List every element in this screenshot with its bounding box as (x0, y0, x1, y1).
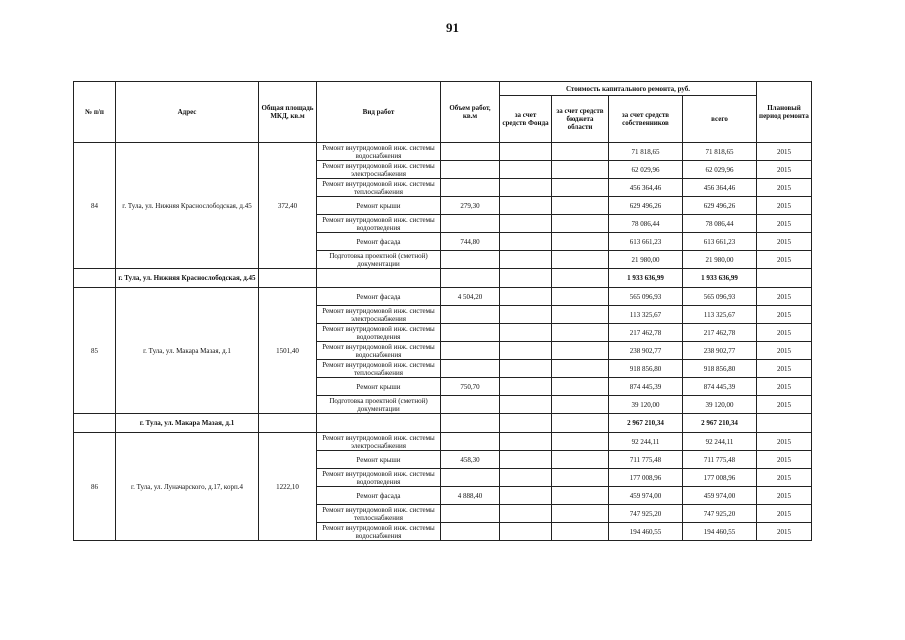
row-budget (552, 378, 609, 396)
row-total: 194 460,55 (683, 523, 757, 541)
row-owners: 459 974,00 (609, 487, 683, 505)
subtotal-address: г. Тула, ул. Макара Мазая, д.1 (116, 414, 259, 433)
row-total: 238 902,77 (683, 342, 757, 360)
row-fund (500, 505, 552, 523)
subtotal-address: г. Тула, ул. Нижняя Краснослободская, д.45 (116, 269, 259, 288)
subtotal-owners: 2 967 210,34 (609, 414, 683, 433)
row-volume: 279,30 (441, 197, 500, 215)
row-area: 372,40 (259, 143, 317, 269)
row-period: 2015 (757, 288, 812, 306)
row-total: 217 462,78 (683, 324, 757, 342)
row-volume (441, 324, 500, 342)
subtotal-owners: 1 933 636,99 (609, 269, 683, 288)
row-total: 62 029,96 (683, 161, 757, 179)
row-work-type: Ремонт внутридомовой инж. системы водоснабжения (317, 143, 441, 161)
subtotal-area (259, 414, 317, 433)
row-total: 177 008,96 (683, 469, 757, 487)
row-budget (552, 523, 609, 541)
row-owners: 39 120,00 (609, 396, 683, 414)
row-work-type: Ремонт крыши (317, 378, 441, 396)
row-work-type: Ремонт внутридомовой инж. системы теплоснабжения (317, 505, 441, 523)
table-row (74, 143, 812, 161)
row-budget (552, 306, 609, 324)
row-fund (500, 523, 552, 541)
row-total: 456 364,46 (683, 179, 757, 197)
row-total: 918 856,80 (683, 360, 757, 378)
capital-repair-table (73, 81, 812, 541)
subtotal-row (74, 269, 812, 288)
row-owners: 456 364,46 (609, 179, 683, 197)
row-total: 747 925,20 (683, 505, 757, 523)
row-work-type: Ремонт внутридомовой инж. системы водоотведения (317, 469, 441, 487)
row-owners: 21 980,00 (609, 251, 683, 269)
row-owners: 71 818,65 (609, 143, 683, 161)
row-owners: 217 462,78 (609, 324, 683, 342)
row-work-type: Ремонт внутридомовой инж. системы водоснабжения (317, 342, 441, 360)
row-owners: 711 775,48 (609, 451, 683, 469)
row-volume (441, 505, 500, 523)
row-work-type: Ремонт внутридомовой инж. системы водоснабжения (317, 523, 441, 541)
row-work-type: Ремонт фасада (317, 233, 441, 251)
row-fund (500, 396, 552, 414)
row-owners: 78 086,44 (609, 215, 683, 233)
row-period: 2015 (757, 233, 812, 251)
row-budget (552, 360, 609, 378)
row-total: 78 086,44 (683, 215, 757, 233)
row-fund (500, 324, 552, 342)
row-period: 2015 (757, 215, 812, 233)
row-area: 1501,40 (259, 288, 317, 414)
row-total: 874 445,39 (683, 378, 757, 396)
subtotal-num (74, 269, 116, 288)
row-owners: 113 325,67 (609, 306, 683, 324)
row-budget (552, 179, 609, 197)
row-period: 2015 (757, 143, 812, 161)
row-total: 92 244,11 (683, 433, 757, 451)
subtotal-work-type (317, 269, 441, 288)
row-fund (500, 179, 552, 197)
row-work-type: Ремонт внутридомовой инж. системы водоотведения (317, 215, 441, 233)
row-volume: 750,70 (441, 378, 500, 396)
row-owners: 238 902,77 (609, 342, 683, 360)
row-volume (441, 306, 500, 324)
row-period: 2015 (757, 451, 812, 469)
row-work-type: Ремонт крыши (317, 197, 441, 215)
row-period: 2015 (757, 523, 812, 541)
row-work-type: Подготовка проектной (сметной) документации (317, 396, 441, 414)
page-number: 91 (446, 20, 459, 35)
subtotal-budget (552, 269, 609, 288)
row-work-type: Ремонт внутридомовой инж. системы электроснабжения (317, 306, 441, 324)
row-budget (552, 396, 609, 414)
row-budget (552, 251, 609, 269)
row-total: 711 775,48 (683, 451, 757, 469)
row-budget (552, 161, 609, 179)
row-owners: 565 096,93 (609, 288, 683, 306)
row-total: 113 325,67 (683, 306, 757, 324)
row-work-type: Ремонт внутридомовой инж. системы электроснабжения (317, 161, 441, 179)
row-budget (552, 433, 609, 451)
row-period: 2015 (757, 433, 812, 451)
row-owners: 62 029,96 (609, 161, 683, 179)
row-address: г. Тула, ул. Луначарского, д.17, корп.4 (116, 433, 259, 541)
row-fund (500, 451, 552, 469)
subtotal-area (259, 269, 317, 288)
row-period: 2015 (757, 396, 812, 414)
row-fund (500, 487, 552, 505)
row-period: 2015 (757, 378, 812, 396)
row-volume (441, 360, 500, 378)
table-body (74, 143, 812, 541)
subtotal-fund (500, 414, 552, 433)
row-work-type: Ремонт внутридомовой инж. системы электроснабжения (317, 433, 441, 451)
row-work-type: Ремонт фасада (317, 487, 441, 505)
row-volume (441, 342, 500, 360)
header-cost-group: Стоимость капитального ремонта, руб. (500, 82, 757, 96)
row-period: 2015 (757, 487, 812, 505)
row-volume: 744,80 (441, 233, 500, 251)
subtotal-period (757, 269, 812, 288)
row-budget (552, 197, 609, 215)
row-owners: 629 496,26 (609, 197, 683, 215)
subtotal-period (757, 414, 812, 433)
row-budget (552, 324, 609, 342)
row-work-type: Ремонт внутридомовой инж. системы теплоснабжения (317, 360, 441, 378)
row-budget (552, 451, 609, 469)
row-volume (441, 251, 500, 269)
header-num: № п/п (74, 82, 116, 143)
row-budget (552, 487, 609, 505)
row-owners: 613 661,23 (609, 233, 683, 251)
row-owners: 92 244,11 (609, 433, 683, 451)
subtotal-volume (441, 414, 500, 433)
row-total: 613 661,23 (683, 233, 757, 251)
row-volume: 458,30 (441, 451, 500, 469)
row-budget (552, 215, 609, 233)
row-fund (500, 143, 552, 161)
row-volume: 4 888,40 (441, 487, 500, 505)
row-num: 86 (74, 433, 116, 541)
row-fund (500, 306, 552, 324)
header-address: Адрес (116, 82, 259, 143)
row-volume: 4 504,20 (441, 288, 500, 306)
row-fund (500, 342, 552, 360)
row-work-type: Ремонт внутридомовой инж. системы водоотведения (317, 324, 441, 342)
row-fund (500, 197, 552, 215)
row-budget (552, 505, 609, 523)
row-area: 1222,10 (259, 433, 317, 541)
row-work-type: Ремонт фасада (317, 288, 441, 306)
row-fund (500, 433, 552, 451)
row-total: 71 818,65 (683, 143, 757, 161)
row-period: 2015 (757, 179, 812, 197)
row-address: г. Тула, ул. Нижняя Краснослободская, д.45 (116, 143, 259, 269)
subtotal-budget (552, 414, 609, 433)
header-work-type: Вид работ (317, 82, 441, 143)
table-row (74, 288, 812, 306)
row-period: 2015 (757, 505, 812, 523)
row-volume (441, 523, 500, 541)
subtotal-work-type (317, 414, 441, 433)
row-work-type: Подготовка проектной (сметной) документации (317, 251, 441, 269)
row-budget (552, 143, 609, 161)
row-budget (552, 469, 609, 487)
row-fund (500, 469, 552, 487)
row-budget (552, 233, 609, 251)
row-period: 2015 (757, 360, 812, 378)
header-volume: Объем работ, кв.м (441, 82, 500, 143)
row-total: 39 120,00 (683, 396, 757, 414)
subtotal-num (74, 414, 116, 433)
row-num: 85 (74, 288, 116, 414)
row-period: 2015 (757, 469, 812, 487)
row-volume (441, 161, 500, 179)
row-volume (441, 179, 500, 197)
row-fund (500, 251, 552, 269)
row-work-type: Ремонт крыши (317, 451, 441, 469)
row-total: 21 980,00 (683, 251, 757, 269)
row-total: 459 974,00 (683, 487, 757, 505)
row-owners: 177 008,96 (609, 469, 683, 487)
subtotal-fund (500, 269, 552, 288)
subtotal-total: 2 967 210,34 (683, 414, 757, 433)
row-fund (500, 233, 552, 251)
row-volume (441, 433, 500, 451)
row-fund (500, 161, 552, 179)
subtotal-volume (441, 269, 500, 288)
header-budget: за счет средств бюджета области (552, 96, 609, 143)
subtotal-total: 1 933 636,99 (683, 269, 757, 288)
header-period: Плановый период ремонта (757, 82, 812, 143)
row-budget (552, 342, 609, 360)
row-period: 2015 (757, 161, 812, 179)
row-total: 565 096,93 (683, 288, 757, 306)
header-area: Общая площадь МКД, кв.м (259, 82, 317, 143)
header-owners: за счет средств собственников (609, 96, 683, 143)
header-total: всего (683, 96, 757, 143)
row-volume (441, 215, 500, 233)
header-fund: за счет средств Фонда (500, 96, 552, 143)
row-fund (500, 360, 552, 378)
row-owners: 747 925,20 (609, 505, 683, 523)
row-fund (500, 288, 552, 306)
row-fund (500, 378, 552, 396)
row-budget (552, 288, 609, 306)
row-period: 2015 (757, 306, 812, 324)
row-period: 2015 (757, 251, 812, 269)
row-owners: 194 460,55 (609, 523, 683, 541)
row-owners: 918 856,80 (609, 360, 683, 378)
row-fund (500, 215, 552, 233)
row-address: г. Тула, ул. Макара Мазая, д.1 (116, 288, 259, 414)
table-row (74, 433, 812, 451)
row-owners: 874 445,39 (609, 378, 683, 396)
row-volume (441, 143, 500, 161)
row-period: 2015 (757, 197, 812, 215)
row-volume (441, 469, 500, 487)
subtotal-row (74, 414, 812, 433)
row-volume (441, 396, 500, 414)
row-period: 2015 (757, 324, 812, 342)
row-total: 629 496,26 (683, 197, 757, 215)
row-num: 84 (74, 143, 116, 269)
row-period: 2015 (757, 342, 812, 360)
row-work-type: Ремонт внутридомовой инж. системы теплоснабжения (317, 179, 441, 197)
